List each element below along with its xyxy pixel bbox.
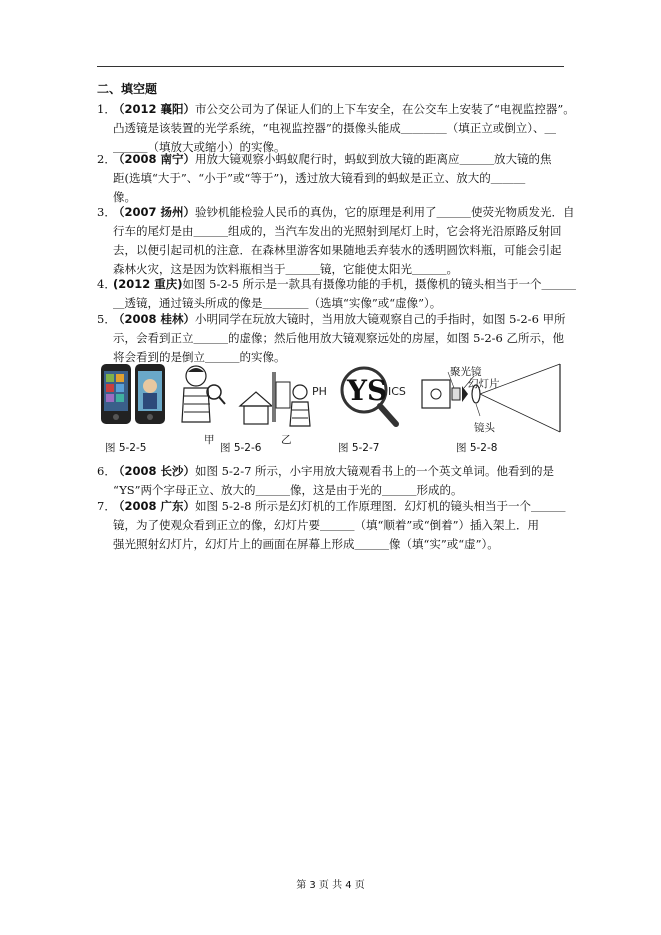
question-text: 用放大镜观察小蚂蚁爬行时，蚂蚁到放大镜的距离应＿＿＿放大镜的焦 xyxy=(195,152,552,166)
question-text: ＿＿＿（填放大或缩小）的实像。 xyxy=(113,140,286,154)
page-footer: 第 3 页 共 4 页 xyxy=(296,880,365,891)
figure-caption: 图 5-2-6 xyxy=(220,442,262,454)
question-text: 行车的尾灯是由＿＿＿组成的，当汽车发出的光照射到尾灯上时，它会将光沿原路反射回 xyxy=(113,224,562,238)
question-source: （2012 襄阳） xyxy=(113,102,196,116)
question-number: 6． xyxy=(97,464,116,478)
question-number: 5． xyxy=(97,312,116,326)
question-source: （2008 桂林） xyxy=(113,312,196,326)
question-3 xyxy=(97,203,575,279)
question-text: 将会看到的是倒立＿＿＿的实像。 xyxy=(113,350,286,364)
question-text: 如图 5-2-8 所示是幻灯机的工作原理图．幻灯机的镜头相当于一个＿＿＿ xyxy=(195,499,566,513)
figure-caption: 图 5-2-5 xyxy=(105,442,147,454)
word-suffix-text: ICS xyxy=(388,385,406,398)
question-source: （2008 广东） xyxy=(113,499,196,513)
question-text: 强光照射幻灯片，幻灯片上的画面在屏幕上形成＿＿＿像（填“实”或“虚”）。 xyxy=(113,537,499,551)
question-text: 镜，为了使观众看到正立的像，幻灯片要＿＿＿（填“顺着”或“倒着”）插入架上．用 xyxy=(113,518,540,532)
label-lens: 镜头 xyxy=(474,422,495,434)
magnified-letters-text: YS xyxy=(347,374,388,407)
figure-label-jia: 甲 xyxy=(204,434,215,446)
question-5 xyxy=(97,310,565,367)
question-number: 4． xyxy=(97,277,116,291)
header-rule xyxy=(97,66,564,67)
boy-viewing-house-figure xyxy=(236,362,314,438)
question-number: 2． xyxy=(97,152,116,166)
question-text: 距(选填“大于”、“小于”或“等于”)，透过放大镜看到的蚂蚁是正立、放大的＿＿＿ xyxy=(113,171,526,185)
question-text: 如图 5-2-5 所示是一款具有摄像功能的手机，摄像机的镜头相当于一个＿＿＿ xyxy=(182,277,577,291)
question-text: 验钞机能检验人民币的真伪，它的原理是利用了＿＿＿使荧光物质发光．自 xyxy=(195,205,575,219)
question-source: （2008 南宁） xyxy=(113,152,196,166)
word-prefix-text: PH xyxy=(312,385,327,398)
question-text: 市公交公司为了保证人们的上下车安全，在公交车上安装了“电视监控器”。 xyxy=(195,102,575,116)
label-condenser-lens: 聚光镜 xyxy=(450,366,482,378)
question-text: 小明同学在玩放大镜时，当用放大镜观察自己的手指时，如图 5-2-6 甲所 xyxy=(195,312,566,326)
question-text: ＿透镜，通过镜头所成的像是＿＿＿＿（选填“实像”或“虚像”）。 xyxy=(113,296,442,310)
question-number: 1． xyxy=(97,102,116,116)
question-2 xyxy=(97,150,565,207)
magnifier-text-figure xyxy=(312,362,422,438)
question-text: “YS”两个字母正立、放大的＿＿＿像，这是由于光的＿＿＿形成的。 xyxy=(113,483,463,497)
question-text: 如图 5-2-7 所示，小宇用放大镜观看书上的一个英文单词。他看到的是 xyxy=(195,464,555,478)
question-text: 凸透镜是该装置的光学系统，“电视监控器”的摄像头能成＿＿＿＿（填正立或倒立）、＿ xyxy=(113,121,557,135)
question-text: 森林火灾，这是因为饮料瓶相当于＿＿＿镜，它能使太阳光＿＿＿。 xyxy=(113,262,458,276)
section-title: 二、填空题 xyxy=(97,82,158,96)
question-text: 像。 xyxy=(113,190,136,204)
boy-with-magnifier-figure xyxy=(170,362,232,438)
phones-figure xyxy=(100,362,168,438)
question-source: (2012 重庆) xyxy=(113,277,183,291)
question-6 xyxy=(97,462,565,500)
question-7 xyxy=(97,497,565,554)
question-4 xyxy=(97,275,577,313)
question-number: 3． xyxy=(97,205,116,219)
figures-row xyxy=(100,362,562,457)
question-text: 示，会看到正立＿＿＿的虚像；然后他用放大镜观察远处的房屋，如图 5-2-6 乙所示，他 xyxy=(113,331,565,345)
question-source: （2008 长沙） xyxy=(113,464,196,478)
question-number: 7． xyxy=(97,499,116,513)
question-text: 去，以便引起司机的注意．在森林里游客如果随地丢弃装水的透明圆饮料瓶，可能会引起 xyxy=(113,243,562,257)
figure-caption: 图 5-2-7 xyxy=(338,442,380,454)
label-slide: 幻灯片 xyxy=(468,378,500,390)
question-source: （2007 扬州） xyxy=(113,205,196,219)
question-1 xyxy=(97,100,575,157)
figure-label-yi: 乙 xyxy=(281,434,292,446)
figure-caption: 图 5-2-8 xyxy=(456,442,498,454)
